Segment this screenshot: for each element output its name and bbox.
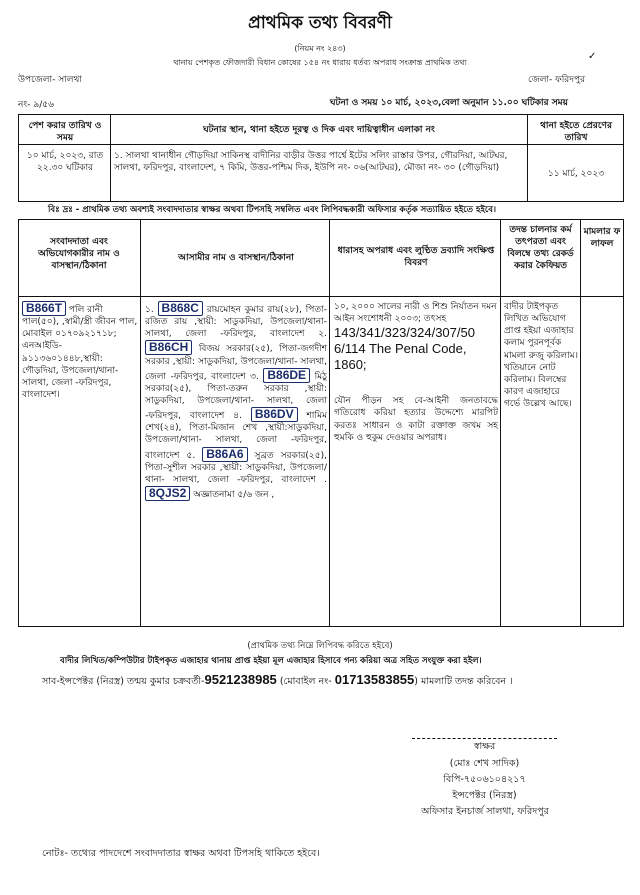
complainant-tag: B866T bbox=[22, 301, 66, 316]
send-date-header: থানা হইতে প্রেরণের তারিখ bbox=[540, 121, 612, 144]
send-date-value: ১১ মার্চ, ২০২৩ bbox=[547, 169, 605, 179]
accused-6-tag: 8QJS2 bbox=[145, 486, 190, 501]
subtitle: থানায় পেশকৃত ফৌজদারী বিধান কোষের ১৫৪ নং ধারায় ধর্তব্য অপরাধ সংক্রান্ত প্রাথমিক তথ্য bbox=[173, 58, 467, 67]
upazila-label: উপজেলা- সালথা bbox=[18, 75, 82, 85]
check-mark-icon: ✓ bbox=[588, 51, 597, 62]
officer-bp: বিপি-৭৫০৬১০৪২১৭ bbox=[443, 774, 526, 785]
investigator-line bbox=[42, 671, 632, 689]
attestation-note: বিঃ দ্রঃ - প্রাথমিক তথ্য অবশ্যই সংবাদদাতার স্বাক্ষর অথবা টিপসহি সম্বলিত এবং লিপিবদ্ধকারী অফিসার কর্তৃক সত্যায়িত হইতে হইবে। bbox=[48, 205, 497, 215]
bottom-note: নোটঃ- তথ্যের পাদদেশে সংবাদদাতার স্বাক্ষর অথবা টিপসহি থাকিতে হইবে। bbox=[42, 848, 320, 859]
accused-cell bbox=[145, 301, 327, 501]
investigator-prefix: সাব-ইন্সপেক্টর (নিরস্ত্র) তন্ময় কুমার চক্রবর্তী- bbox=[42, 676, 205, 687]
accused-5-tag: B86A6 bbox=[202, 447, 247, 462]
complainant-cell bbox=[22, 301, 138, 401]
submit-date-value: ১০ মার্চ, ২০২৩, রাত ২২.৩০ ঘটিকার bbox=[26, 151, 104, 174]
mobile-prefix: (মোবাইল নং- bbox=[279, 676, 332, 687]
rule-number: (নিয়ম নং ২৪৩) bbox=[294, 44, 346, 53]
investigation-header: তদন্ত চালনার কর্ম তৎপরতা এবং বিলম্বে তথ্য রেকর্ড করার কৈফিয়ত bbox=[507, 225, 574, 272]
offense-detail: যৌন পীড়ন সহ বে-আইনী জনতাবদ্ধে গতিরোধ করিয়া হত্যার উদ্দেশ্যে মারপিট করতঃ সাধারন ও কাটা রক্তাক্ত জখম সহ হুমকি ও হুকুম দেওয়ার অপরাধ। bbox=[334, 396, 498, 443]
accused-4-tag: B86DV bbox=[251, 407, 298, 422]
offense-header: ধারাসহ অপরাধ এবং লুণ্ঠিত দ্রব্যাদি সংক্ষিপ্ত বিবরণ bbox=[337, 246, 495, 269]
accused-2-text: বিজয় সরকার(২৫), পিতা-জগদীশ সরকার ,স্থায়ী: সাডুকদিয়া, উপজেলা/থানা- সালথা, জেলা -ফরিদপুর, বাংলাদেশ ৩. bbox=[145, 344, 327, 382]
case-number: নং- ৯/৫৬ bbox=[18, 100, 54, 110]
footer-line-2: বাদীর লিখিত/কম্পিউটার টাইপকৃত এজাহার থানায় প্রাপ্ত হইয়া মূল এজাহার হিসাবে গন্য করিয়া অত্র সহিত সংযুক্ত করা হইল। bbox=[60, 656, 482, 666]
accused-3-text: মিঠু সরকার(২৫), পিতা-তরুন সরকার ,স্থায়ী: সাডুকদিয়া, উপজেলা/থানা- সালথা, জেলা -ফরিদপুর, বাংলাদেশ ৪. bbox=[145, 371, 327, 422]
offense-intro: ১০, ২০০০ সালের নারী ও শিশু নির্যাতন দমন আইন সংশোধনী ২০০৩; তৎসহ bbox=[334, 302, 497, 325]
mobile-number: 01713583855 bbox=[334, 672, 415, 687]
place-header: ঘটনার স্থান, থানা হইতে দূরত্ব ও দিক এবং দায়িত্বাধীন এলাকা নং bbox=[203, 125, 435, 135]
officer-rank: ইন্সপেক্টর (নিরস্ত্র) bbox=[452, 790, 517, 801]
signature-line bbox=[412, 738, 557, 739]
signature-label: স্বাক্ষর bbox=[473, 741, 496, 752]
accused-1-prefix: ১. bbox=[145, 305, 154, 315]
accused-5-text: সুব্রত সরকার(২৫), পিতা-সুশীল সরকার ,স্থায়ী: সাডুকদিয়া, উপজেলা/থানা- সালথা, জেলা -ফরিদপুর, বাংলাদেশ . bbox=[145, 450, 327, 485]
investigator-number: 9521238985 bbox=[204, 672, 277, 687]
investigator-suffix: ) মামলাটি তদন্ত করিবেন । bbox=[414, 676, 513, 687]
submit-date-header: পেশ করার তারিখ ও সময় bbox=[28, 121, 102, 144]
accused-header: আসামীর নাম ও বাসস্থান/ঠিকানা bbox=[178, 253, 294, 263]
accused-2-tag: B86CH bbox=[145, 340, 192, 355]
accused-1-text: রায়মোহন কুমার রায়(২৮), পিতা-রজিত রায় ,স্থায়ী: সাডুকদিয়া, উপজেলা/থানা- সালথা, জেলা -ফরিদপুর, বাংলাদেশ ২. bbox=[145, 305, 327, 340]
document-title: প্রাথমিক তথ্য বিবরণী bbox=[248, 13, 392, 33]
complainant-text: পলি রানী পাল(৫০), ,স্বামী/স্ত্রী জীবন পাল, মোবাইল ০১৭০৯২১৭১৮; এনআইডি- ৯১১৩৬০১৪৪৮,স্থায়ী: গৌড়দিয়া, উপজেলা/থানা- সালথা, জেলা -ফরিদপুর, বাংলাদেশ। bbox=[22, 305, 138, 400]
accused-6-text: অজ্ঞাতনামা ৫/৬ জন , bbox=[193, 489, 275, 500]
officer-name: (মোঃ শেখ সাদিক) bbox=[449, 758, 520, 769]
accused-1-tag: B868C bbox=[158, 301, 203, 316]
accused-3-tag: B86DE bbox=[263, 368, 310, 383]
incident-time: ঘটনা ও সময় ১০ মার্চ, ২০২৩,বেলা অনুমান ১১.০০ ঘটিকার সময় bbox=[330, 98, 568, 108]
accused-4-text: শামিম শেখ(২৪), পিতা-মিজান শেখ ,স্থায়ী:সাডুকদিয়া, উপজেলা/থানা- সালথা, জেলা -ফরিদপুর, বাংলাদেশ ৫. bbox=[145, 411, 327, 461]
penal-sections: 143/341/323/324/307/50 6/114 The Penal Code, 1860; bbox=[334, 325, 475, 373]
place-value: ১. সালথা থানাধীন গৌড়দিয়া সাকিনস্থ বাদীনির বাড়ীর উত্তর পার্শ্বে ইটের সলিং রাস্তার উপর, গৌরদিয়া, আটঘর, সালথা, ফরিদপুর, বাংলাদেশ, ৭ কিমি, উত্তর-পশ্চিম দিক, ইউপি নং- ০৬(আটঘর), মৌজা নং- ৩০ (গৌড়দিয়া) bbox=[114, 151, 508, 174]
result-header: মামলার ফলাফল bbox=[583, 227, 621, 250]
investigation-cell: বাদীর টাইপকৃত লিখিত অভিযোগ প্রাপ্ত হইয়া এজাহার কলাম পুরনপূর্বক মামলা রুজু করিলাম।খতিয়ানে নোট করিলাম। বিলম্বের কারণ এজাহারে গর্ভে উল্লেখ আছে। bbox=[504, 302, 578, 410]
offense-cell bbox=[334, 301, 498, 444]
officer-post: অফিসার ইনচার্জ সালথা, ফরিদপুর bbox=[421, 806, 549, 817]
district-label: জেলা- ফরিদপুর bbox=[528, 75, 586, 85]
complainant-header: সংবাদদাতা এবং অভিযোগকারীর নাম ও বাসস্থান/ঠিকানা bbox=[38, 237, 120, 272]
footer-line-1: (প্রাথমিক তথ্য নিম্নে লিপিবদ্ধ করিতে হইবে) bbox=[247, 641, 393, 651]
